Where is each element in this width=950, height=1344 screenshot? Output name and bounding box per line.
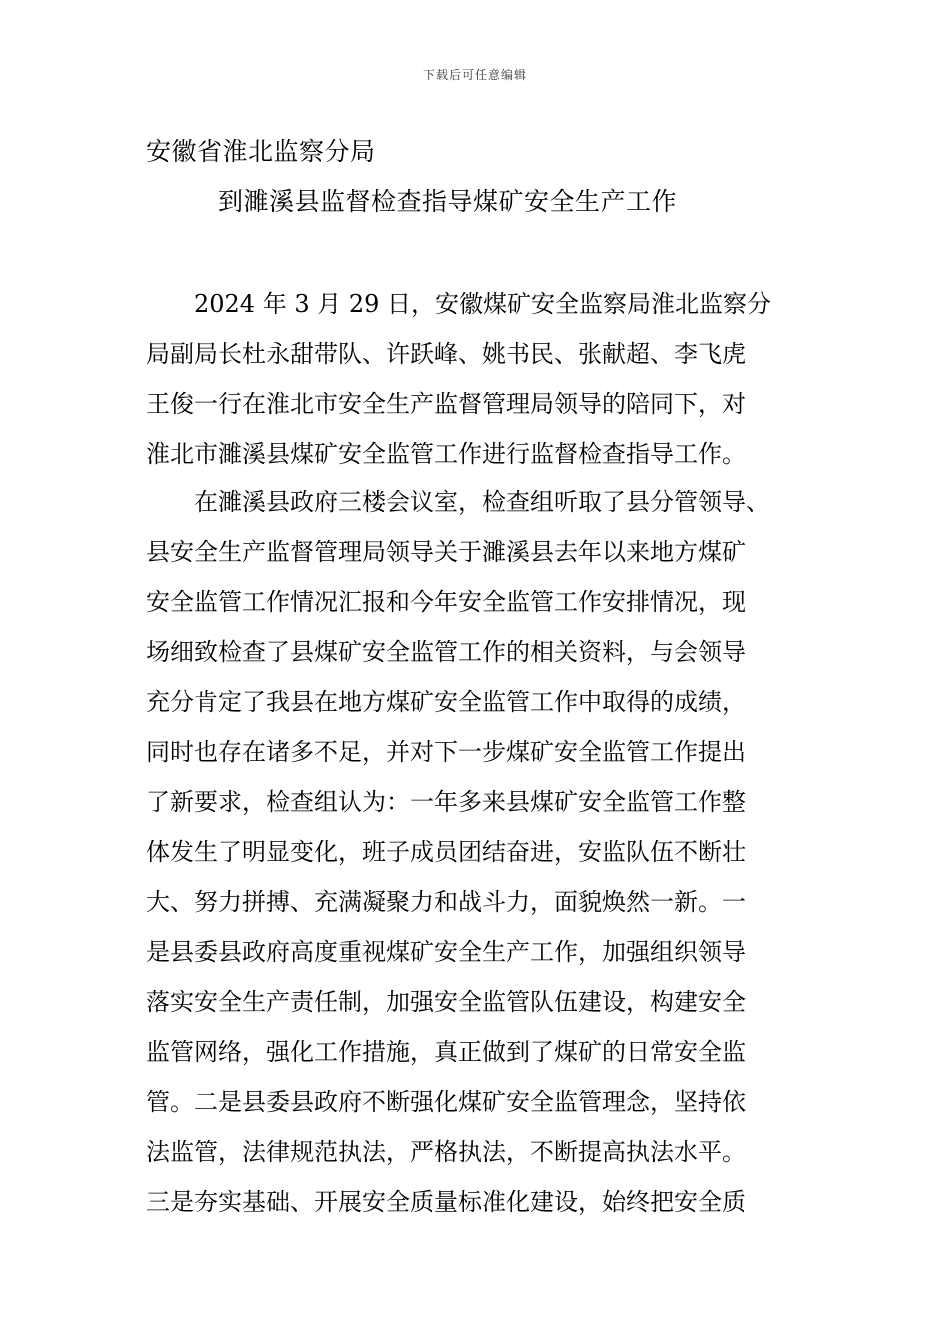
paragraph-1-line: 2024 年 3 月 29 日，安徽煤矿安全监察局淮北监察分 (146, 290, 772, 318)
paragraph-2-line: 大、努力拼搏、充满凝聚力和战斗力，面貌焕然一新。一 (146, 888, 746, 916)
paragraph-2-line: 是县委县政府高度重视煤矿安全生产工作，加强组织领导 (146, 938, 746, 966)
paragraph-2-line: 体发生了明显变化，班子成员团结奋进，安监队伍不断壮 (146, 838, 746, 866)
page-header-note: 下载后可任意编辑 (422, 68, 527, 82)
document-title-line-1: 安徽省淮北监察分局 (146, 137, 376, 166)
paragraph-2-line: 充分肯定了我县在地方煤矿安全监管工作中取得的成绩， (146, 688, 746, 716)
paragraph-2-line: 场细致检查了县煤矿安全监管工作的相关资料，与会领导 (146, 638, 746, 666)
paragraph-2-line: 落实安全生产责任制，加强安全监管队伍建设，构建安全 (146, 988, 746, 1016)
paragraph-1-line: 王俊一行在淮北市安全生产监督管理局领导的陪同下，对 (146, 390, 746, 418)
paragraph-2-line: 法监管，法律规范执法，严格执法，不断提高执法水平。 (146, 1138, 746, 1166)
paragraph-2-line: 安全监管工作情况汇报和今年安全监管工作安排情况，现 (146, 588, 746, 616)
paragraph-2-line: 管。二是县委县政府不断强化煤矿安全监管理念，坚持依 (146, 1088, 746, 1116)
paragraph-2-line: 了新要求，检查组认为：一年多来县煤矿安全监管工作整 (146, 788, 746, 816)
paragraph-2-line: 县安全生产监督管理局领导关于濉溪县去年以来地方煤矿 (146, 538, 746, 566)
paragraph-1-line: 局副局长杜永甜带队、许跃峰、姚书民、张献超、李飞虎 (146, 340, 746, 368)
paragraph-2-line: 监管网络，强化工作措施，真正做到了煤矿的日常安全监 (146, 1038, 746, 1066)
document-title-line-2: 到濉溪县监督检查指导煤矿安全生产工作 (218, 187, 678, 216)
paragraph-1-line: 淮北市濉溪县煤矿安全监管工作进行监督检查指导工作。 (146, 440, 746, 468)
paragraph-2-line: 在濉溪县政府三楼会议室，检查组听取了县分管领导、 (146, 488, 770, 516)
paragraph-2-line: 三是夯实基础、开展安全质量标准化建设，始终把安全质 (146, 1188, 746, 1216)
paragraph-2-line: 同时也存在诸多不足，并对下一步煤矿安全监管工作提出 (146, 738, 746, 766)
